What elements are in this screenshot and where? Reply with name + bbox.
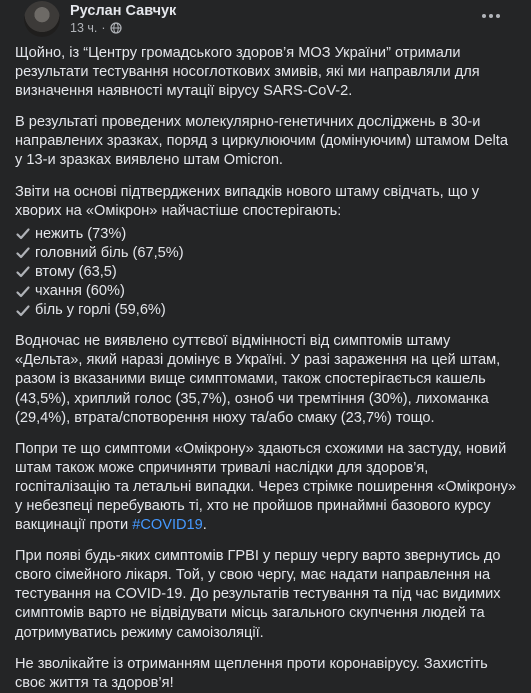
- check-mark-icon: [15, 226, 31, 242]
- list-item: [15, 301, 519, 320]
- post-paragraph-1: Щойно, із “Центру громадського здоров’я МОЗ України” отримали результати тестування носоглоткових змивів, які ми направляли для визначення наявності мутації вірусу SARS-CoV-2.: [15, 45, 480, 100]
- symptom-label: головний біль (67,5%): [35, 244, 184, 261]
- hashtag-link[interactable]: #COVID19: [132, 517, 203, 534]
- paragraph-5-text: Попри те що симптоми «Омікрону» здаються схожими на застуду, новий штам також може спричиняти тривалі наслідки для здоров’я, госпіталізацію та летальні випадки. Через стрімке поширення «Омікрону» у небезпеці перебувають ті, хто не пройшов принаймні базового курсу вакцинації проти: [15, 440, 517, 534]
- list-item: [15, 225, 519, 244]
- post-paragraph-3: Звіти на основі підтверджених випадків нового штаму свідчать, що у хворих на «Омікрон» найчастіше спостерігають:: [15, 183, 480, 219]
- list-item: [15, 263, 519, 282]
- check-mark-icon: [15, 264, 31, 280]
- post-paragraph-6: При появі будь-яких симптомів ГРВІ у першу чергу варто звернутись до свого сімейного лікаря. Той, у свою чергу, має надати направлення на тестування на COVID-19. До результатів тестування та під час видимих симптомів варто не відвідувати місць загального скупчення людей та дотримуватись режиму самоізоляції.: [15, 548, 501, 641]
- list-item: [15, 282, 519, 301]
- check-mark-icon: [15, 284, 31, 300]
- post-meta: [70, 21, 122, 35]
- post-paragraph-7: Не зволікайте із отриманням щеплення проти коронавірусу. Захистіть своє життя та здоров’я!: [15, 655, 488, 691]
- check-mark-icon: [15, 303, 31, 319]
- symptom-label: втому (63,5): [35, 263, 117, 280]
- post-body: [12, 44, 519, 693]
- post-time[interactable]: 13 ч.: [70, 21, 98, 35]
- check-mark-icon: [15, 245, 31, 261]
- post-paragraph-4: Водночас не виявлено суттєвої відмінності від симптомів штаму «Дельта», який наразі домінує в Україні. У разі зараження на цей штам, разом із вказаними вище симптомами, також спостерігається кашель (43,5%), хриплий голос (35,7%), озноб чи тремтіння (30%), лихоманка (29,4%), втрата/спотворення нюху та/або смаку (23,7%) тощо.: [15, 333, 501, 426]
- paragraph-5-end: .: [202, 517, 207, 534]
- symptom-label: біль у горлі (59,6%): [35, 302, 166, 319]
- post-paragraph-5: [15, 440, 519, 535]
- author-name[interactable]: Руслан Савчук: [70, 3, 177, 19]
- globe-icon[interactable]: [110, 22, 122, 34]
- symptom-label: нежить (73%): [35, 225, 127, 242]
- post-paragraph-2: В результаті проведених молекулярно-генетичних досліджень в 30-и направлених зразках, поряд з циркулюючим (домінуючим) штамом Delta у 13-и зразках виявлено штам Omicron.: [15, 114, 508, 169]
- meta-separator: ·: [101, 21, 106, 35]
- list-item: [15, 244, 519, 263]
- symptom-list: [15, 225, 519, 320]
- author-avatar[interactable]: [24, 1, 60, 37]
- symptom-label: чхання (60%): [35, 283, 125, 300]
- more-options-icon[interactable]: [477, 6, 505, 26]
- post-header: [12, 0, 519, 44]
